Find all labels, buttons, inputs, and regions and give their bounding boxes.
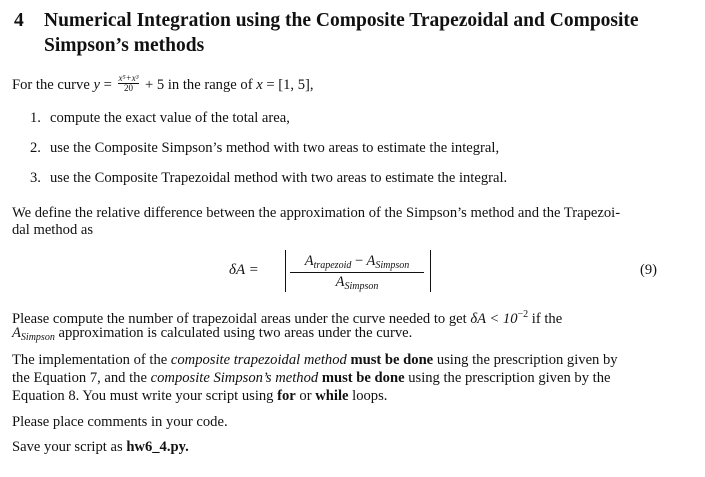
comments-instruction: Please place comments in your code. <box>12 414 228 430</box>
impl-bold: must be done <box>321 370 405 386</box>
curve-fraction-numerator: x⁵+x³ <box>118 73 139 84</box>
compute-math: δA < 10 <box>470 310 518 327</box>
compute-rest: approximation is calculated using two areas under the curve. <box>58 325 413 341</box>
numerator-a2: A <box>366 253 376 269</box>
impl-text: loops. <box>352 388 388 404</box>
impl-text: using the prescription given by <box>436 352 618 368</box>
numerator-a1: A <box>304 253 314 269</box>
numerator-minus: − <box>354 253 364 269</box>
fraction-bar <box>290 272 424 273</box>
curve-x: x <box>256 77 263 93</box>
section-number: 4 <box>14 10 24 31</box>
curve-fraction <box>118 74 140 93</box>
impl-keyword-while: while <box>315 388 349 404</box>
equation-lhs: δA = <box>229 262 259 278</box>
numerator-sub2: Simpson <box>375 260 410 271</box>
definition-line2: dal method as <box>12 222 94 238</box>
save-instruction <box>12 438 189 456</box>
impl-keyword-for: for <box>277 388 296 404</box>
list-item <box>30 169 507 187</box>
list-item <box>30 139 499 157</box>
save-filename: hw6_4.py. <box>126 439 189 455</box>
compute-line2 <box>12 324 412 347</box>
numerator-sub1: trapezoid <box>313 260 352 271</box>
curve-range: = [1, 5], <box>266 77 314 93</box>
implementation-line2 <box>12 369 610 387</box>
impl-text: the Equation 7, and the <box>12 370 147 386</box>
list-item-number: 2. <box>30 140 41 156</box>
save-text: Save your script as <box>12 439 123 455</box>
compute-a-sub: Simpson <box>20 332 55 343</box>
curve-y: y <box>93 77 100 93</box>
implementation-line1 <box>12 351 618 369</box>
definition-line1: We define the relative difference between the approximation of the Simpson’s method and the Trapezoi- <box>12 205 621 221</box>
compute-a-symbol: A <box>12 325 21 341</box>
section-title-line1: Numerical Integration using the Composite Trapezoidal and Composite <box>44 10 639 31</box>
curve-definition <box>12 73 314 95</box>
impl-text: The implementation of the <box>12 352 168 368</box>
equation-9 <box>0 250 705 294</box>
list-item-text: use the Composite Simpson’s method with two areas to estimate the integral, <box>50 140 500 156</box>
curve-fraction-denominator: 20 <box>123 83 133 94</box>
curve-eq: = <box>103 77 112 93</box>
equation-numerator <box>290 253 424 271</box>
compute-exponent: −2 <box>517 309 529 320</box>
compute-text: Please compute the number of trapezoidal areas under the curve needed to get <box>12 310 467 327</box>
section-heading <box>14 8 684 58</box>
impl-text: Equation 8. You must write your script using <box>12 388 274 404</box>
denominator-sub: Simpson <box>344 281 379 292</box>
list-item-text: use the Composite Trapezoidal method with two areas to estimate the integral. <box>50 170 508 186</box>
impl-bold: must be done <box>350 352 434 368</box>
curve-plus-term: + 5 in the range of <box>145 77 253 93</box>
list-item-text: compute the exact value of the total area, <box>50 110 290 126</box>
equation-number: (9) <box>640 262 658 278</box>
list-item-number: 3. <box>30 170 41 186</box>
impl-emphasis: composite Simpson’s method <box>150 370 319 386</box>
impl-text: using the prescription given by the <box>408 370 611 386</box>
list-item-number: 1. <box>30 110 41 126</box>
list-item <box>30 109 290 127</box>
equation-denominator <box>290 274 424 292</box>
impl-emphasis: composite trapezoidal method <box>170 352 347 368</box>
impl-text: or <box>299 388 312 404</box>
curve-intro: For the curve <box>12 77 90 93</box>
denominator-a: A <box>335 274 345 290</box>
section-title-line2: Simpson’s methods <box>44 35 205 56</box>
compute-text-end: if the <box>531 310 563 327</box>
implementation-line3 <box>12 387 387 405</box>
